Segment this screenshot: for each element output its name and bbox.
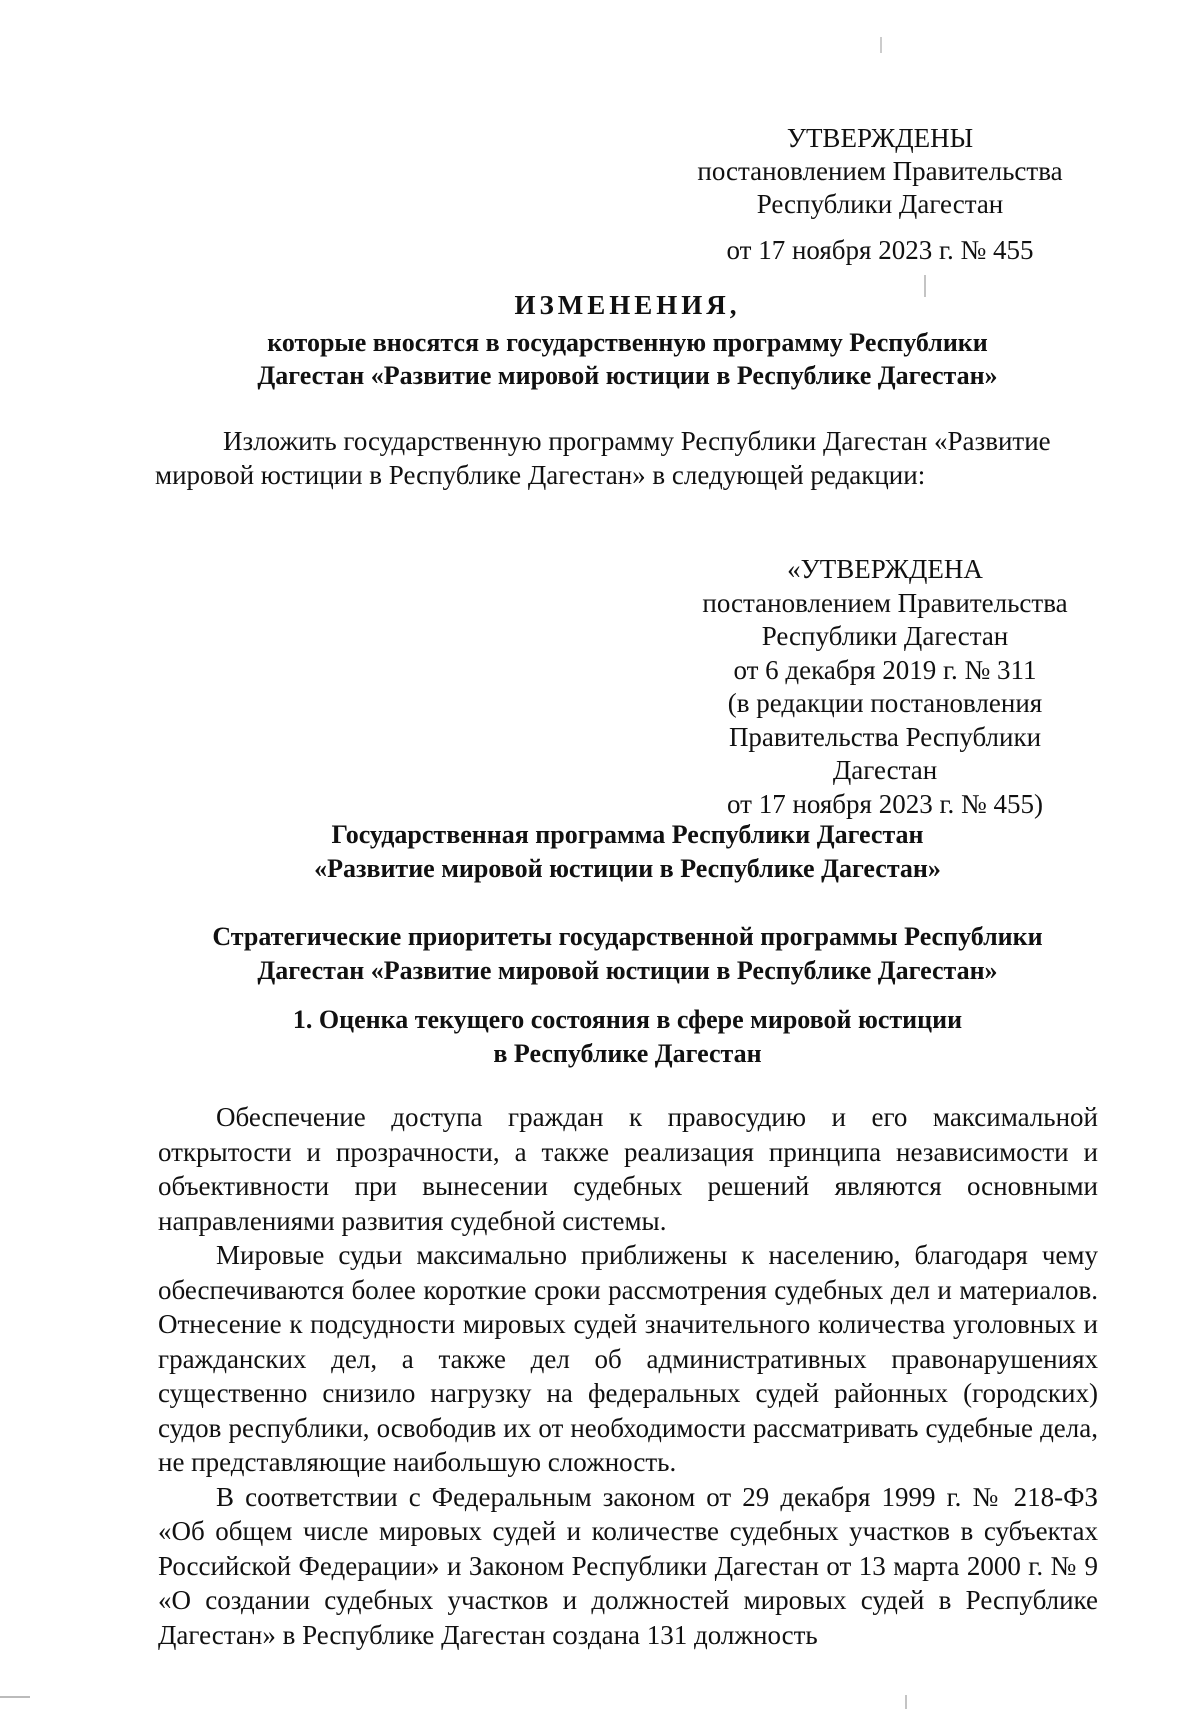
program-title-line: «Развитие мировой юстиции в Республике Дагестан» <box>314 854 941 883</box>
program-title-line: Государственная программа Республики Дагестан <box>331 820 924 849</box>
changes-title: ИЗМЕНЕНИЯ, <box>514 290 741 320</box>
approval-top-region: Республики Дагестан <box>756 189 1004 219</box>
section-heading-line: в Республике Дагестан <box>493 1039 762 1068</box>
approval-program-line: постановлением Правительства <box>702 587 1068 618</box>
approval-program-line: от 17 ноября 2023 г. № 455) <box>727 788 1043 819</box>
approval-top-authority: постановлением Правительства <box>697 156 1063 186</box>
approval-program-line: Правительства Республики <box>728 721 1042 752</box>
scan-artifact <box>924 275 926 297</box>
body-paragraph: Мировые судьи максимально приближены к населению, благодаря чему обеспечиваются более короткие сроки рассмотрения судебных дел и материалов. Отнесение к подсудности мировых судей значительного количества уголовных и гражданских дел, а также дел об административных правонарушениях существенно снизило нагрузку на федеральных судей районных (городских) судов республики, освободив их от необходимости рассматривать судебные дела, не представляющие наибольшую сложность. <box>158 1240 1098 1477</box>
body-text <box>158 1100 1098 1652</box>
changes-subtitle-line: которые вносятся в государственную программу Республики <box>267 328 988 357</box>
body-paragraph: В соответствии с Федеральным законом от 29 декабря 1999 г. № 218-ФЗ «Об общем числе мировых судей и количестве судебных участков в субъектах Российской Федерации» и Законом Республики Дагестан от 13 марта 2000 г. № 9 «О создании судебных участков и должностей мировых судей в Республике Дагестан» в Республике Дагестан создана 131 должность <box>158 1481 1098 1650</box>
approval-program-line: Дагестан <box>832 755 938 785</box>
approval-top-date: от 17 ноября 2023 г. № 455 <box>726 235 1034 265</box>
program-title <box>150 818 1105 886</box>
intro-line: мировой юстиции в Республике Дагестан» в следующей редакции: <box>155 460 926 490</box>
scan-artifact <box>0 1696 30 1698</box>
intro-line: Изложить государственную программу Республики Дагестан «Развитие <box>223 426 1051 456</box>
strategic-title-line: Дагестан «Развитие мировой юстиции в Республике Дагестан» <box>257 956 998 985</box>
body-paragraph: Обеспечение доступа граждан к правосудию и его максимальной открытости и прозрачности, а также реализация принципа независимости и объективности при вынесении судебных решений являются основными направлениями развития судебной системы. <box>158 1102 1098 1236</box>
approval-top-heading: УТВЕРЖДЕНЫ <box>786 123 974 153</box>
approval-stamp-program <box>650 553 1120 821</box>
section-heading-line: 1. Оценка текущего состояния в сфере мировой юстиции <box>292 1005 963 1034</box>
changes-subtitle-line: Дагестан «Развитие мировой юстиции в Республике Дагестан» <box>257 361 998 390</box>
scan-artifact <box>905 1695 907 1709</box>
scan-artifact <box>880 37 882 53</box>
changes-subtitle <box>150 326 1105 392</box>
approval-program-line: Республики Дагестан <box>761 621 1009 651</box>
approval-program-heading: «УТВЕРЖДЕНА <box>787 554 983 584</box>
section-heading <box>150 1003 1105 1071</box>
approval-program-line: (в редакции постановления <box>727 688 1043 718</box>
strategic-title-line: Стратегические приоритеты государственной программы Республики <box>212 922 1043 951</box>
intro-paragraph <box>155 424 1100 492</box>
approval-stamp-top <box>640 122 1120 267</box>
strategic-priorities-title <box>150 920 1105 988</box>
approval-program-line: от 6 декабря 2019 г. № 311 <box>733 654 1037 685</box>
